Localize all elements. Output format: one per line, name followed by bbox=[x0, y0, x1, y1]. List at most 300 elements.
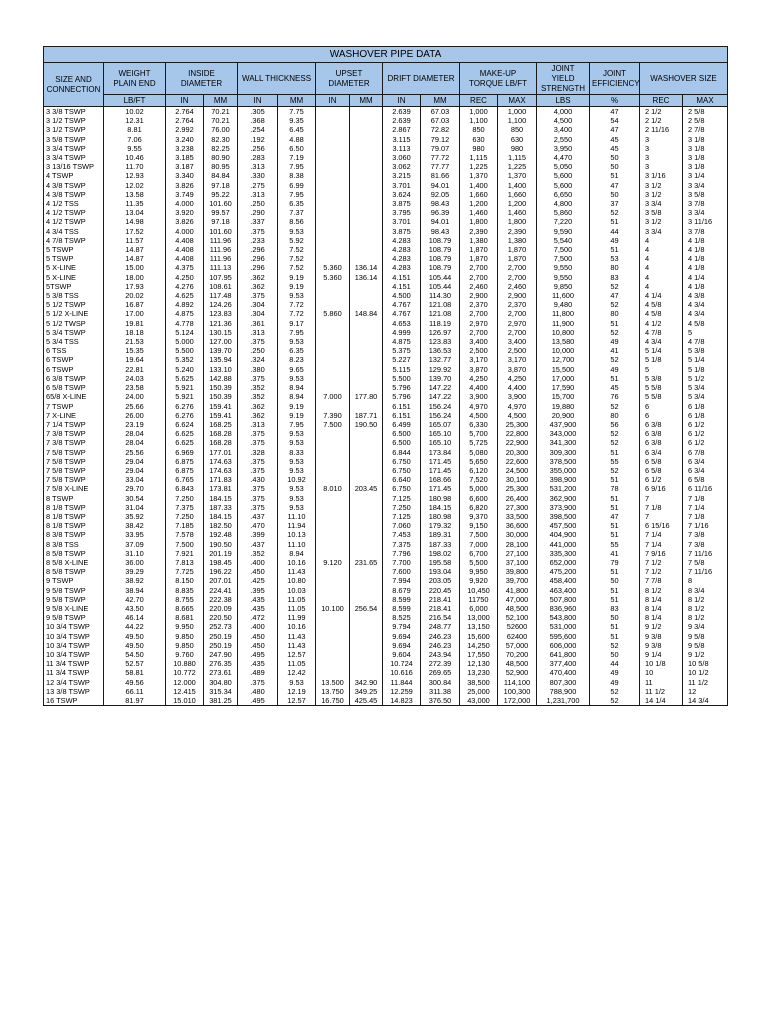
cell-size-connection: 4 TSWP bbox=[44, 171, 104, 180]
table-row bbox=[44, 181, 728, 190]
cell-makeup-rec: 3,400 bbox=[460, 337, 498, 346]
cell-washover-rec: 11 bbox=[640, 678, 683, 687]
cell-washover-rec: 7 1/8 bbox=[640, 503, 683, 512]
cell-yield-strength: 398,900 bbox=[537, 475, 590, 484]
cell-upset-mm: 136.14 bbox=[350, 263, 383, 272]
cell-drift-mm: 121.08 bbox=[421, 300, 460, 309]
cell-yield-strength: 463,400 bbox=[537, 586, 590, 595]
cell-yield-strength: 12,700 bbox=[537, 355, 590, 364]
cell-drift-in: 3.062 bbox=[383, 162, 421, 171]
cell-id-in: 3.749 bbox=[166, 190, 204, 199]
cell-drift-mm: 94.01 bbox=[421, 181, 460, 190]
cell-size-connection: 3 1/2 TSWP bbox=[44, 125, 104, 134]
cell-id-in: 6.875 bbox=[166, 457, 204, 466]
cell-yield-strength: 652,000 bbox=[537, 558, 590, 567]
cell-drift-in: 9.794 bbox=[383, 622, 421, 631]
cell-upset-mm bbox=[350, 135, 383, 144]
cell-efficiency: 52 bbox=[590, 402, 640, 411]
cell-wall-mm: 9.17 bbox=[278, 319, 316, 328]
cell-size-connection: 8 3/8 TSWP bbox=[44, 530, 104, 539]
cell-id-in: 2.992 bbox=[166, 125, 204, 134]
cell-yield-strength: 11,900 bbox=[537, 319, 590, 328]
cell-makeup-rec: 2,370 bbox=[460, 300, 498, 309]
cell-id-in: 7.375 bbox=[166, 503, 204, 512]
cell-drift-in: 3.701 bbox=[383, 181, 421, 190]
cell-size-connection: 9 TSWP bbox=[44, 576, 104, 585]
cell-upset-in bbox=[316, 438, 350, 447]
cell-washover-rec: 8 1/4 bbox=[640, 604, 683, 613]
cell-makeup-rec: 5,080 bbox=[460, 448, 498, 457]
cell-wall-mm: 9.53 bbox=[278, 678, 316, 687]
cell-makeup-rec: 1,400 bbox=[460, 181, 498, 190]
cell-yield-strength: 19,880 bbox=[537, 402, 590, 411]
cell-id-in: 2.764 bbox=[166, 116, 204, 125]
cell-upset-mm: 349.25 bbox=[350, 687, 383, 696]
cell-size-connection: 4 3/4 TSS bbox=[44, 227, 104, 236]
cell-washover-max: 8 1/2 bbox=[683, 613, 728, 622]
cell-makeup-rec: 1,460 bbox=[460, 208, 498, 217]
cell-upset-in bbox=[316, 429, 350, 438]
cell-upset-mm bbox=[350, 567, 383, 576]
cell-size-connection: 7 X-LINE bbox=[44, 411, 104, 420]
cell-yield-strength: 641,800 bbox=[537, 650, 590, 659]
cell-makeup-max: 1,870 bbox=[498, 254, 537, 263]
cell-drift-in: 4.500 bbox=[383, 291, 421, 300]
cell-upset-in: 9.120 bbox=[316, 558, 350, 567]
cell-upset-in bbox=[316, 659, 350, 668]
cell-drift-mm: 96.39 bbox=[421, 208, 460, 217]
cell-makeup-rec: 2,700 bbox=[460, 309, 498, 318]
cell-drift-in: 6.750 bbox=[383, 484, 421, 493]
cell-id-mm: 196.22 bbox=[204, 567, 238, 576]
cell-id-mm: 130.15 bbox=[204, 328, 238, 337]
cell-wall-in: .192 bbox=[238, 135, 278, 144]
cell-efficiency: 51 bbox=[590, 530, 640, 539]
cell-upset-mm bbox=[350, 282, 383, 291]
cell-size-connection: 7 1/4 TSWP bbox=[44, 420, 104, 429]
cell-drift-in: 3.875 bbox=[383, 199, 421, 208]
cell-washover-rec: 3 bbox=[640, 162, 683, 171]
cell-size-connection: 3 3/4 TSWP bbox=[44, 153, 104, 162]
cell-yield-strength: 309,300 bbox=[537, 448, 590, 457]
cell-washover-max: 2 7/8 bbox=[683, 125, 728, 134]
cell-wall-mm: 9.19 bbox=[278, 411, 316, 420]
cell-drift-mm: 246.23 bbox=[421, 641, 460, 650]
cell-wall-mm: 7.95 bbox=[278, 328, 316, 337]
cell-id-mm: 101.60 bbox=[204, 199, 238, 208]
cell-efficiency: 51 bbox=[590, 503, 640, 512]
cell-id-in: 4.625 bbox=[166, 291, 204, 300]
cell-efficiency: 51 bbox=[590, 567, 640, 576]
cell-size-connection: 3 5/8 TSWP bbox=[44, 135, 104, 144]
cell-wall-mm: 9.53 bbox=[278, 484, 316, 493]
cell-size-connection: 3 3/8 TSWP bbox=[44, 107, 104, 117]
cell-makeup-max: 30,100 bbox=[498, 475, 537, 484]
cell-size-connection: 10 3/4 TSWP bbox=[44, 650, 104, 659]
cell-id-mm: 135.94 bbox=[204, 355, 238, 364]
cell-efficiency: 51 bbox=[590, 494, 640, 503]
cell-drift-mm: 147.22 bbox=[421, 383, 460, 392]
cell-washover-max: 4 5/8 bbox=[683, 319, 728, 328]
cell-size-connection: 5 1/2 TSWP bbox=[44, 300, 104, 309]
cell-drift-in: 6.151 bbox=[383, 402, 421, 411]
cell-efficiency: 78 bbox=[590, 484, 640, 493]
cell-size-connection: 8 TSWP bbox=[44, 494, 104, 503]
cell-wall-in: .430 bbox=[238, 475, 278, 484]
cell-upset-in bbox=[316, 586, 350, 595]
cell-efficiency: 47 bbox=[590, 181, 640, 190]
cell-upset-mm bbox=[350, 448, 383, 457]
cell-makeup-rec: 4,400 bbox=[460, 383, 498, 392]
cell-wall-mm: 9.53 bbox=[278, 457, 316, 466]
table-row bbox=[44, 420, 728, 429]
cell-id-mm: 207.01 bbox=[204, 576, 238, 585]
cell-drift-in: 4.283 bbox=[383, 236, 421, 245]
cell-id-in: 10.772 bbox=[166, 668, 204, 677]
cell-weight: 43.50 bbox=[104, 604, 166, 613]
cell-washover-rec: 14 1/4 bbox=[640, 696, 683, 706]
cell-makeup-rec: 5,500 bbox=[460, 558, 498, 567]
cell-drift-mm: 77.77 bbox=[421, 162, 460, 171]
cell-wall-in: .304 bbox=[238, 300, 278, 309]
cell-wall-in: .313 bbox=[238, 162, 278, 171]
cell-wall-mm: 10.80 bbox=[278, 576, 316, 585]
cell-upset-mm bbox=[350, 355, 383, 364]
cell-drift-in: 7.796 bbox=[383, 549, 421, 558]
cell-upset-mm bbox=[350, 512, 383, 521]
cell-makeup-max: 24,500 bbox=[498, 466, 537, 475]
cell-wall-mm: 12.57 bbox=[278, 650, 316, 659]
cell-id-in: 4.408 bbox=[166, 236, 204, 245]
cell-makeup-rec: 25,000 bbox=[460, 687, 498, 696]
cell-makeup-max: 3,170 bbox=[498, 355, 537, 364]
cell-upset-mm bbox=[350, 236, 383, 245]
cell-weight: 24.03 bbox=[104, 374, 166, 383]
cell-drift-in: 6.500 bbox=[383, 429, 421, 438]
cell-wall-in: .352 bbox=[238, 549, 278, 558]
cell-yield-strength: 4,000 bbox=[537, 107, 590, 117]
cell-weight: 44.22 bbox=[104, 622, 166, 631]
table-row bbox=[44, 236, 728, 245]
cell-wall-mm: 10.16 bbox=[278, 622, 316, 631]
cell-washover-max: 7 5/8 bbox=[683, 558, 728, 567]
table-row bbox=[44, 300, 728, 309]
cell-washover-max: 7 1/8 bbox=[683, 512, 728, 521]
cell-drift-in: 5.500 bbox=[383, 374, 421, 383]
cell-yield-strength: 458,400 bbox=[537, 576, 590, 585]
cell-size-connection: 5 1/2 TWSP bbox=[44, 319, 104, 328]
cell-id-mm: 201.19 bbox=[204, 549, 238, 558]
cell-washover-max: 4 1/8 bbox=[683, 236, 728, 245]
cell-weight: 29.70 bbox=[104, 484, 166, 493]
cell-drift-mm: 171.45 bbox=[421, 466, 460, 475]
cell-efficiency: 51 bbox=[590, 171, 640, 180]
cell-weight: 15.35 bbox=[104, 346, 166, 355]
cell-washover-rec: 7 1/4 bbox=[640, 530, 683, 539]
table-row bbox=[44, 622, 728, 631]
cell-drift-in: 6.750 bbox=[383, 457, 421, 466]
cell-id-in: 6.625 bbox=[166, 429, 204, 438]
cell-drift-mm: 77.72 bbox=[421, 153, 460, 162]
cell-id-in: 6.843 bbox=[166, 484, 204, 493]
cell-washover-max: 3 5/8 bbox=[683, 190, 728, 199]
cell-upset-mm bbox=[350, 475, 383, 484]
cell-upset-mm bbox=[350, 144, 383, 153]
cell-makeup-rec: 1,870 bbox=[460, 254, 498, 263]
table-row bbox=[44, 448, 728, 457]
cell-washover-max: 7 1/16 bbox=[683, 521, 728, 530]
cell-makeup-max: 27,100 bbox=[498, 549, 537, 558]
cell-makeup-max: 2,500 bbox=[498, 346, 537, 355]
cell-drift-in: 4.653 bbox=[383, 319, 421, 328]
cell-size-connection: 13 3/8 TSWP bbox=[44, 687, 104, 696]
cell-yield-strength: 437,900 bbox=[537, 420, 590, 429]
cell-makeup-rec: 14,250 bbox=[460, 641, 498, 650]
cell-makeup-max: 52600 bbox=[498, 622, 537, 631]
cell-washover-rec: 3 1/16 bbox=[640, 171, 683, 180]
cell-makeup-rec: 9,150 bbox=[460, 521, 498, 530]
table-row bbox=[44, 567, 728, 576]
cell-upset-in bbox=[316, 337, 350, 346]
cell-washover-rec: 5 5/8 bbox=[640, 383, 683, 392]
cell-weight: 12.02 bbox=[104, 181, 166, 190]
cell-wall-mm: 7.72 bbox=[278, 300, 316, 309]
cell-wall-mm: 7.52 bbox=[278, 245, 316, 254]
cell-size-connection: 5 3/4 TSS bbox=[44, 337, 104, 346]
cell-efficiency: 51 bbox=[590, 217, 640, 226]
cell-makeup-max: 39,700 bbox=[498, 576, 537, 585]
cell-washover-max: 3 1/8 bbox=[683, 144, 728, 153]
unit-id-mm: MM bbox=[204, 95, 238, 107]
cell-upset-in: 10.100 bbox=[316, 604, 350, 613]
cell-id-in: 6.625 bbox=[166, 438, 204, 447]
unit-yield: LBS bbox=[537, 95, 590, 107]
table-row bbox=[44, 540, 728, 549]
unit-wall-mm: MM bbox=[278, 95, 316, 107]
cell-efficiency: 44 bbox=[590, 227, 640, 236]
cell-washover-max: 8 3/4 bbox=[683, 586, 728, 595]
cell-drift-in: 4.151 bbox=[383, 273, 421, 282]
table-row bbox=[44, 171, 728, 180]
cell-efficiency: 51 bbox=[590, 374, 640, 383]
cell-size-connection: 3 1/2 TSWP bbox=[44, 116, 104, 125]
cell-upset-in bbox=[316, 622, 350, 631]
cell-efficiency: 41 bbox=[590, 346, 640, 355]
cell-makeup-rec: 850 bbox=[460, 125, 498, 134]
cell-makeup-max: 2,370 bbox=[498, 300, 537, 309]
cell-id-in: 9.850 bbox=[166, 632, 204, 641]
cell-efficiency: 52 bbox=[590, 328, 640, 337]
table-row bbox=[44, 190, 728, 199]
cell-efficiency: 56 bbox=[590, 420, 640, 429]
cell-size-connection: 9 5/8 TSWP bbox=[44, 586, 104, 595]
cell-drift-mm: 108.79 bbox=[421, 245, 460, 254]
cell-wall-in: .437 bbox=[238, 540, 278, 549]
cell-wall-in: .352 bbox=[238, 383, 278, 392]
cell-makeup-rec: 1,800 bbox=[460, 217, 498, 226]
cell-efficiency: 50 bbox=[590, 190, 640, 199]
cell-wall-in: .375 bbox=[238, 337, 278, 346]
cell-drift-mm: 243.94 bbox=[421, 650, 460, 659]
cell-id-mm: 276.35 bbox=[204, 659, 238, 668]
cell-makeup-rec: 1,380 bbox=[460, 236, 498, 245]
cell-wall-in: .425 bbox=[238, 576, 278, 585]
unit-upset-mm: MM bbox=[350, 95, 383, 107]
cell-efficiency: 47 bbox=[590, 125, 640, 134]
cell-washover-rec: 8 1/4 bbox=[640, 613, 683, 622]
cell-wall-mm: 11.05 bbox=[278, 595, 316, 604]
cell-wall-in: .275 bbox=[238, 181, 278, 190]
cell-id-in: 5.921 bbox=[166, 392, 204, 401]
header-upset-diameter: UPSET DIAMETER bbox=[316, 63, 383, 95]
cell-upset-mm bbox=[350, 190, 383, 199]
cell-efficiency: 83 bbox=[590, 273, 640, 282]
cell-upset-in bbox=[316, 107, 350, 117]
cell-washover-max: 9 3/4 bbox=[683, 622, 728, 631]
cell-efficiency: 51 bbox=[590, 245, 640, 254]
cell-drift-in: 7.700 bbox=[383, 558, 421, 567]
cell-efficiency: 52 bbox=[590, 641, 640, 650]
cell-wall-in: .472 bbox=[238, 613, 278, 622]
cell-id-mm: 171.83 bbox=[204, 475, 238, 484]
cell-wall-mm: 11.10 bbox=[278, 540, 316, 549]
cell-id-mm: 101.60 bbox=[204, 227, 238, 236]
cell-wall-in: .337 bbox=[238, 217, 278, 226]
cell-weight: 33.04 bbox=[104, 475, 166, 484]
cell-drift-mm: 218.41 bbox=[421, 604, 460, 613]
cell-upset-mm bbox=[350, 530, 383, 539]
cell-makeup-rec: 2,500 bbox=[460, 346, 498, 355]
cell-wall-mm: 7.52 bbox=[278, 254, 316, 263]
table-row bbox=[44, 604, 728, 613]
cell-id-in: 5.000 bbox=[166, 337, 204, 346]
cell-id-mm: 174.63 bbox=[204, 457, 238, 466]
cell-washover-rec: 4 bbox=[640, 282, 683, 291]
cell-weight: 36.00 bbox=[104, 558, 166, 567]
cell-washover-rec: 5 3/8 bbox=[640, 374, 683, 383]
cell-upset-in: 5.360 bbox=[316, 273, 350, 282]
cell-makeup-rec: 5,650 bbox=[460, 457, 498, 466]
cell-upset-in: 7.000 bbox=[316, 392, 350, 401]
cell-washover-rec: 3 bbox=[640, 144, 683, 153]
cell-upset-in bbox=[316, 125, 350, 134]
cell-wall-mm: 11.10 bbox=[278, 512, 316, 521]
table-row bbox=[44, 411, 728, 420]
cell-upset-mm bbox=[350, 521, 383, 530]
table-row bbox=[44, 512, 728, 521]
cell-id-in: 5.500 bbox=[166, 346, 204, 355]
cell-upset-in: 13.750 bbox=[316, 687, 350, 696]
cell-weight: 49.56 bbox=[104, 678, 166, 687]
table-row bbox=[44, 696, 728, 706]
cell-drift-mm: 189.31 bbox=[421, 530, 460, 539]
cell-efficiency: 52 bbox=[590, 300, 640, 309]
cell-washover-rec: 8 1/2 bbox=[640, 586, 683, 595]
cell-wall-in: .250 bbox=[238, 199, 278, 208]
cell-washover-max: 4 1/8 bbox=[683, 263, 728, 272]
cell-makeup-max: 2,970 bbox=[498, 319, 537, 328]
washover-pipe-data-table bbox=[43, 46, 728, 706]
cell-id-mm: 168.28 bbox=[204, 429, 238, 438]
cell-wall-mm: 11.43 bbox=[278, 641, 316, 650]
cell-yield-strength: 507,800 bbox=[537, 595, 590, 604]
cell-washover-rec: 4 3/4 bbox=[640, 337, 683, 346]
cell-id-mm: 70.21 bbox=[204, 107, 238, 117]
cell-wall-in: .450 bbox=[238, 632, 278, 641]
table-row bbox=[44, 365, 728, 374]
cell-drift-mm: 129.92 bbox=[421, 365, 460, 374]
cell-yield-strength: 606,000 bbox=[537, 641, 590, 650]
table-row bbox=[44, 678, 728, 687]
cell-drift-in: 4.283 bbox=[383, 254, 421, 263]
cell-yield-strength: 836,960 bbox=[537, 604, 590, 613]
cell-drift-in: 8.599 bbox=[383, 595, 421, 604]
cell-makeup-max: 39,800 bbox=[498, 567, 537, 576]
cell-size-connection: 8 5/8 TSWP bbox=[44, 567, 104, 576]
cell-washover-rec: 6 5/8 bbox=[640, 466, 683, 475]
cell-drift-mm: 216.54 bbox=[421, 613, 460, 622]
cell-upset-in bbox=[316, 540, 350, 549]
cell-upset-mm bbox=[350, 171, 383, 180]
cell-yield-strength: 595,600 bbox=[537, 632, 590, 641]
table-row bbox=[44, 282, 728, 291]
table-row bbox=[44, 144, 728, 153]
cell-yield-strength: 17,000 bbox=[537, 374, 590, 383]
cell-weight: 13.58 bbox=[104, 190, 166, 199]
cell-drift-in: 4.767 bbox=[383, 309, 421, 318]
cell-id-mm: 159.41 bbox=[204, 411, 238, 420]
cell-washover-max: 4 3/8 bbox=[683, 291, 728, 300]
cell-drift-mm: 114.30 bbox=[421, 291, 460, 300]
cell-wall-mm: 11.43 bbox=[278, 567, 316, 576]
cell-makeup-rec: 2,970 bbox=[460, 319, 498, 328]
cell-makeup-max: 114,100 bbox=[498, 678, 537, 687]
cell-wall-mm: 10.03 bbox=[278, 586, 316, 595]
cell-yield-strength: 531,000 bbox=[537, 622, 590, 631]
cell-id-in: 8.835 bbox=[166, 586, 204, 595]
cell-drift-in: 3.115 bbox=[383, 135, 421, 144]
cell-makeup-max: 2,900 bbox=[498, 291, 537, 300]
cell-drift-mm: 123.83 bbox=[421, 337, 460, 346]
cell-makeup-max: 25,300 bbox=[498, 484, 537, 493]
cell-drift-in: 3.215 bbox=[383, 171, 421, 180]
cell-efficiency: 49 bbox=[590, 365, 640, 374]
cell-makeup-max: 1,100 bbox=[498, 116, 537, 125]
cell-upset-in: 5.860 bbox=[316, 309, 350, 318]
cell-upset-mm bbox=[350, 632, 383, 641]
cell-upset-in bbox=[316, 549, 350, 558]
cell-wall-in: .375 bbox=[238, 429, 278, 438]
cell-yield-strength: 355,000 bbox=[537, 466, 590, 475]
unit-makeup-rec: REC bbox=[460, 95, 498, 107]
cell-yield-strength: 9,550 bbox=[537, 273, 590, 282]
unit-washover-max: MAX bbox=[683, 95, 728, 107]
cell-id-mm: 97.18 bbox=[204, 181, 238, 190]
cell-drift-in: 3.113 bbox=[383, 144, 421, 153]
cell-weight: 7.06 bbox=[104, 135, 166, 144]
cell-wall-mm: 11.43 bbox=[278, 632, 316, 641]
cell-upset-in bbox=[316, 199, 350, 208]
cell-efficiency: 54 bbox=[590, 116, 640, 125]
cell-drift-in: 4.283 bbox=[383, 263, 421, 272]
cell-makeup-rec: 5,725 bbox=[460, 438, 498, 447]
cell-upset-in bbox=[316, 512, 350, 521]
table-row bbox=[44, 116, 728, 125]
cell-yield-strength: 470,400 bbox=[537, 668, 590, 677]
cell-id-mm: 111.96 bbox=[204, 236, 238, 245]
cell-size-connection: 8 1/8 TSWP bbox=[44, 503, 104, 512]
table-row bbox=[44, 383, 728, 392]
